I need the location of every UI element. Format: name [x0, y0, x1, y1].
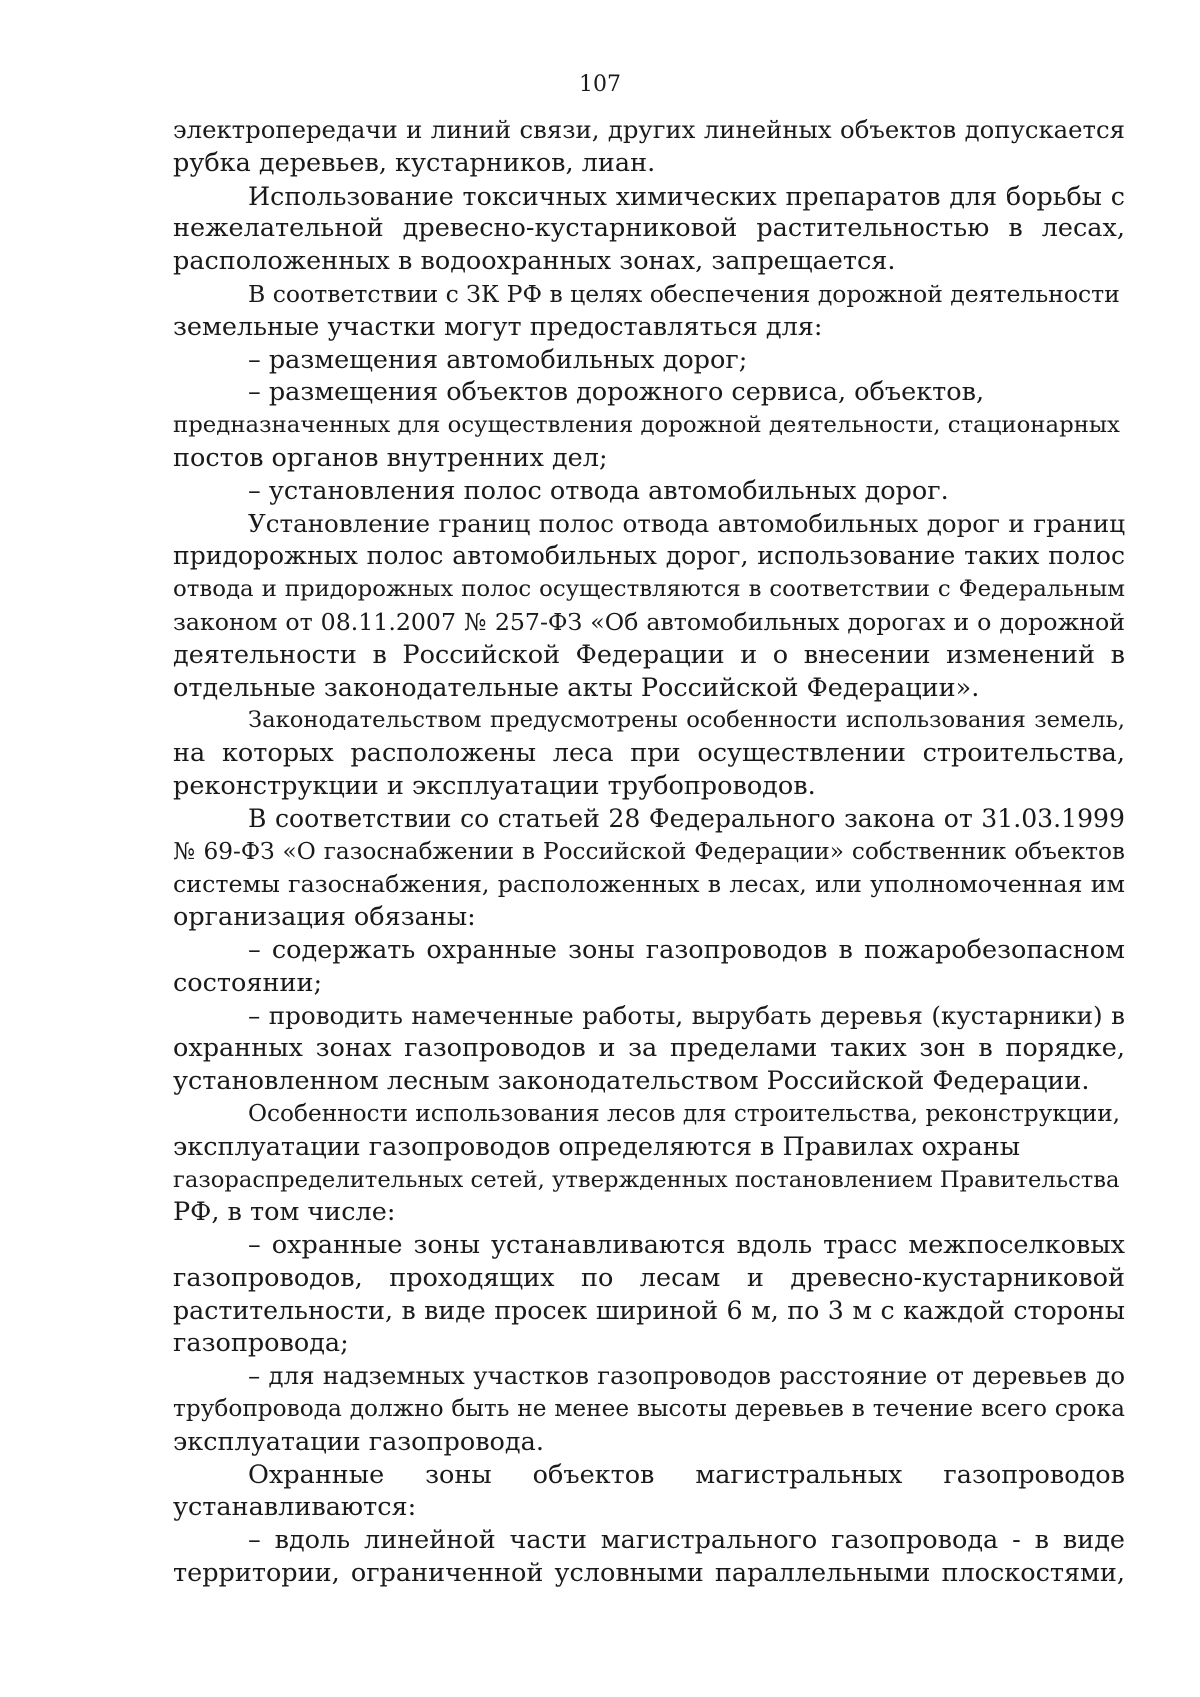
- text-line: земельные участки могут предоставляться для:: [173, 311, 823, 342]
- text-line: системы газоснабжения, расположенных в лесах, или уполномоченная им: [173, 870, 1125, 899]
- text-line: трубопровода должно быть не менее высоты деревьев в течение всего срока: [173, 1395, 1125, 1423]
- text-line: охранных зонах газопроводов и за пределами таких зон в порядке,: [173, 1033, 1125, 1064]
- text-line: В соответствии с ЗК РФ в целях обеспечения дорожной деятельности: [248, 279, 1120, 308]
- text-line: Установление границ полос отвода автомобильных дорог и границ: [248, 508, 1125, 538]
- text-line: Использование токсичных химических препаратов для борьбы с: [248, 180, 1125, 211]
- text-line: В соответствии со статьей 28 Федерального закона от 31.03.1999: [248, 803, 1125, 833]
- text-line: реконструкции и эксплуатации трубопроводов.: [173, 770, 816, 801]
- text-line: нежелательной древесно-кустарниковой растительностью в лесах,: [173, 213, 1125, 244]
- body-text: [173, 114, 1125, 1590]
- text-line: на которых расположены леса при осуществлении строительства,: [173, 738, 1125, 769]
- text-line: установленном лесным законодательством Российской Федерации.: [173, 1066, 1090, 1097]
- text-line: придорожных полос автомобильных дорог, использование таких полос: [173, 541, 1125, 571]
- text-line: газопровода;: [173, 1328, 349, 1359]
- text-line: деятельности в Российской Федерации и о внесении изменений в: [173, 639, 1125, 670]
- text-line: законом от 08.11.2007 № 257-ФЗ «Об автомобильных дорогах и о дорожной: [173, 607, 1125, 636]
- text-line: – для надземных участков газопроводов расстояние от деревьев до: [248, 1361, 1125, 1391]
- text-line: – вдоль линейной части магистрального газопровода - в виде: [248, 1525, 1125, 1556]
- text-line: предназначенных для осуществления дорожной деятельности, стационарных: [173, 412, 1120, 439]
- text-line: № 69-ФЗ «О газоснабжении в Российской Федерации» собственник объектов: [173, 837, 1125, 865]
- text-line: отдельные законодательные акты Российской Федерации».: [173, 672, 980, 703]
- text-line: отвода и придорожных полос осуществляются в соответствии с Федеральным: [173, 576, 1125, 603]
- text-line: эксплуатации газопровода.: [173, 1426, 544, 1457]
- text-line: газораспределительных сетей, утвержденных постановлением Правительства: [173, 1166, 1120, 1193]
- page-number: 107: [579, 72, 621, 97]
- text-line: электропередачи и линий связи, других линейных объектов допускается: [173, 115, 1125, 144]
- text-line: – проводить намеченные работы, вырубать деревья (кустарники) в: [248, 1000, 1125, 1030]
- text-line: организация обязаны:: [173, 902, 476, 933]
- text-line: растительности, в виде просек шириной 6 м, по 3 м с каждой стороны: [173, 1295, 1125, 1325]
- text-line: – содержать охранные зоны газопроводов в пожаробезопасном: [248, 934, 1125, 965]
- text-line: – размещения объектов дорожного сервиса, объектов,: [248, 377, 985, 408]
- text-line: – охранные зоны устанавливаются вдоль трасс межпоселковых: [248, 1230, 1125, 1261]
- text-line: – размещения автомобильных дорог;: [248, 344, 748, 375]
- text-line: рубка деревьев, кустарников, лиан.: [173, 147, 656, 178]
- text-line: постов органов внутренних дел;: [173, 442, 608, 473]
- text-line: газопроводов, проходящих по лесам и древесно-кустарниковой: [173, 1262, 1125, 1293]
- text-line: – установления полос отвода автомобильных дорог.: [248, 475, 949, 506]
- text-line: Особенности использования лесов для строительства, реконструкции,: [248, 1099, 1121, 1127]
- text-line: территории, ограниченной условными параллельными плоскостями,: [173, 1558, 1125, 1589]
- text-line: устанавливаются:: [173, 1492, 417, 1523]
- text-line: РФ, в том числе:: [173, 1197, 396, 1228]
- text-line: Законодательством предусмотрены особенности использования земель,: [248, 707, 1125, 734]
- text-line: эксплуатации газопроводов определяются в Правилах охраны: [173, 1131, 1021, 1162]
- text-line: расположенных в водоохранных зонах, запрещается.: [173, 246, 896, 277]
- text-line: состоянии;: [173, 967, 323, 998]
- text-line: Охранные зоны объектов магистральных газопроводов: [248, 1459, 1125, 1490]
